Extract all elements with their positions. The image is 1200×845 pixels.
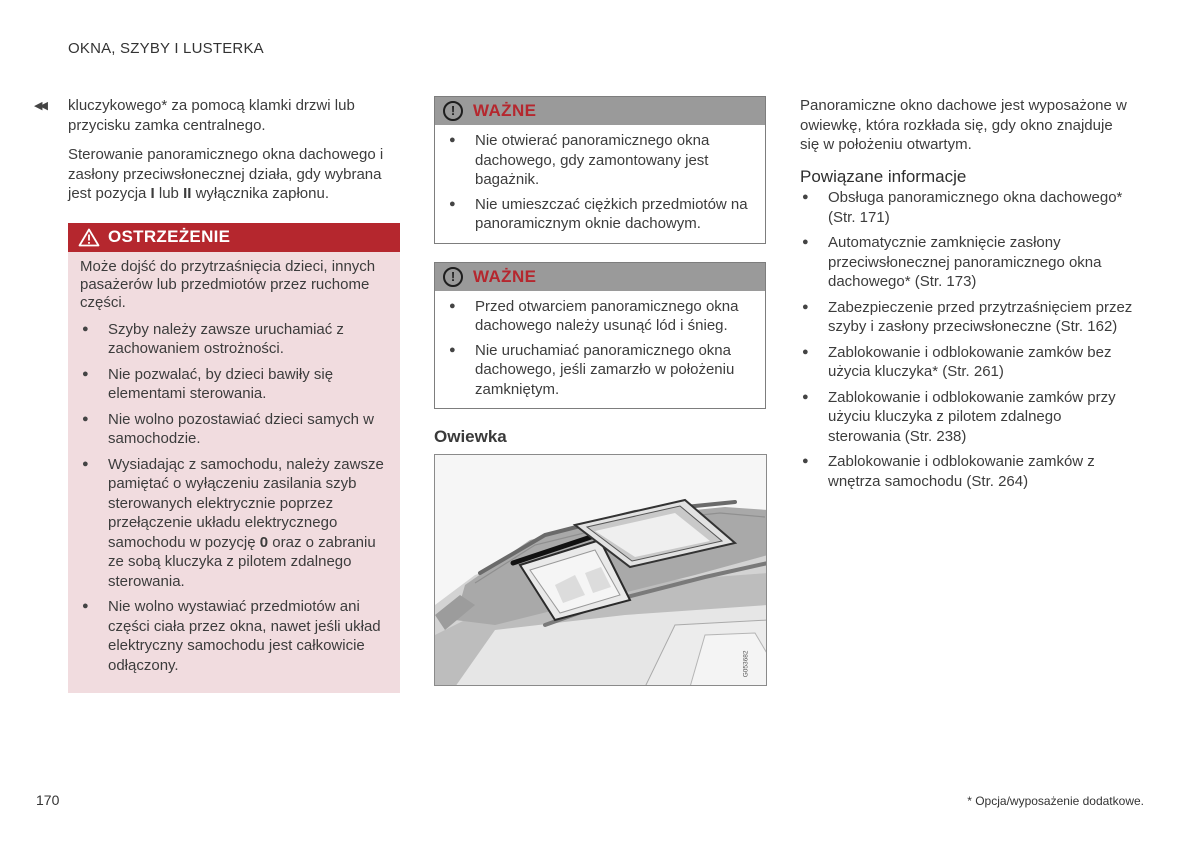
wind-deflector-illustration	[434, 454, 767, 686]
page-header: OKNA, SZYBY I LUSTERKA	[68, 40, 264, 57]
middle-column	[434, 96, 766, 686]
related-info-title: Powiązane informacje	[800, 166, 967, 186]
list-item: ● Nie otwierać panoramicznego okna dachowego, gdy zamontowany jest bagażnik.	[447, 131, 755, 190]
important-list	[447, 297, 755, 400]
double-chevron-left-icon: ◀◀	[34, 100, 45, 112]
warning-title: OSTRZEŻENIE	[108, 227, 231, 247]
warning-triangle-icon	[76, 228, 102, 247]
important-list	[447, 131, 755, 234]
list-item: ● Przed otwarciem panoramicznego okna dachowego należy usunąć lód i śnieg.	[447, 297, 755, 336]
related-list	[800, 188, 1135, 491]
related-link[interactable]: ● Automatycznie zamknięcie zasłony przeciwsłonecznej panoramicznego okna dachowego* (Str. 173)	[800, 233, 1135, 292]
figure-code: G053682	[742, 650, 750, 678]
important-header	[435, 263, 765, 291]
continued-paragraph: kluczykowego* za pomocą klamki drzwi lub przycisku zamka centralnego.	[68, 97, 355, 134]
important-header	[435, 97, 765, 125]
list-item: ● Nie pozwalać, by dzieci bawiły się elementami sterowania.	[80, 365, 388, 404]
related-link[interactable]: ● Zablokowanie i odblokowanie zamków bez użycia kluczyka* (Str. 261)	[800, 343, 1135, 382]
related-link[interactable]: ● Obsługa panoramicznego okna dachowego* (Str. 171)	[800, 188, 1135, 227]
ignition-paragraph: Sterowanie panoramicznego okna dachowego i zasłony przeciwsłonecznej działa, gdy wybrana jest pozycja I lub II wyłącznika zapłonu.	[68, 146, 384, 202]
list-item: ● Nie umieszczać ciężkich przedmiotów na panoramicznym oknie dachowym.	[447, 195, 755, 234]
list-item: ● Nie uruchamiać panoramicznego okna dachowego, jeśli zamarzło w położeniu zamkniętym.	[447, 341, 755, 400]
important-title: WAŻNE	[473, 266, 537, 286]
related-link[interactable]: ● Zabezpieczenie przed przytrzaśnięciem przez szyby i zasłony przeciwsłoneczne (Str. 162)	[800, 298, 1135, 337]
exclamation-circle-icon: !	[443, 101, 463, 121]
warning-intro: Może dojść do przytrzaśnięcia dzieci, innych pasażerów lub przedmiotów przez ruchome części.	[80, 257, 376, 311]
warning-header	[68, 223, 400, 252]
important-title: WAŻNE	[473, 101, 537, 121]
list-item: ● Wysiadając z samochodu, należy zawsze pamiętać o wyłączeniu zasilania szyb sterowanych elektrycznie poprzez przełączenie układu elektrycznego samochodu w pozycję 0 oraz o zabraniu ze sobą kluczyka z pilotem zdalnego sterowania.	[80, 455, 388, 592]
list-item: ● Nie wolno pozostawiać dzieci samych w samochodzie.	[80, 410, 388, 449]
important-box-2	[434, 262, 766, 410]
deflector-description: Panoramiczne okno dachowe jest wyposażone w owiewkę, która rozkłada się, gdy okno znajduje się w położeniu otwartym.	[800, 97, 1127, 153]
related-link[interactable]: ● Zablokowanie i odblokowanie zamków z wnętrza samochodu (Str. 264)	[800, 452, 1135, 491]
left-column	[34, 96, 400, 693]
page-number: 170	[36, 792, 60, 808]
section-title: Owiewka	[434, 427, 507, 446]
right-column	[800, 96, 1135, 497]
warning-box	[68, 223, 400, 694]
list-item: ● Nie wolno wystawiać przedmiotów ani części ciała przez okna, nawet jeśli układ elektryczny samochodu jest całkowicie odłączony.	[80, 597, 388, 675]
warning-list	[80, 320, 388, 676]
footnote: * Opcja/wyposażenie dodatkowe.	[967, 794, 1144, 808]
related-link[interactable]: ● Zablokowanie i odblokowanie zamków przy użyciu kluczyka z pilotem zdalnego sterowania (Str. 238)	[800, 388, 1135, 447]
important-box-1	[434, 96, 766, 244]
list-item: ● Szyby należy zawsze uruchamiać z zachowaniem ostrożności.	[80, 320, 388, 359]
exclamation-circle-icon: !	[443, 267, 463, 287]
